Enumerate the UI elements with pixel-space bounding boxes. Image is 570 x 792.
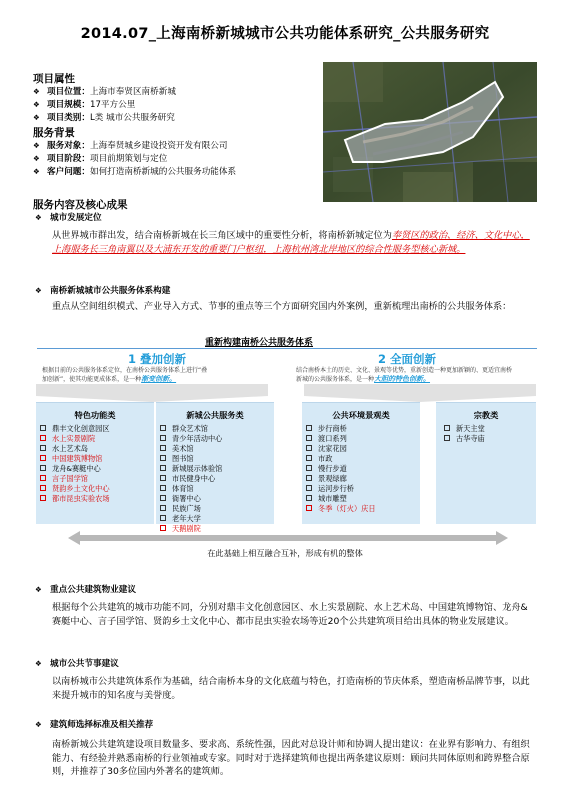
list-item-label: 群众艺术馆 [172, 424, 208, 433]
box-religion [436, 402, 536, 524]
diagram-title: 重新构建南桥公共服务体系 [205, 338, 314, 348]
list-item-label: 老年大学 [172, 514, 201, 523]
diamond-bullet-icon: ❖ [35, 286, 42, 295]
inno1-desc: 根据目前的公共服务体系定位，在南桥公共服务体系上进行“叠 加创新”，使其功能更成体系，是一种渐变创新。 [42, 367, 208, 383]
list-item [444, 434, 536, 444]
diamond-bullet-icon: ❖ [35, 585, 42, 594]
checkbox-icon [306, 505, 312, 511]
diamond-bullet-icon: ❖ [33, 87, 40, 96]
list-item-label: 渡口系列 [318, 434, 347, 443]
box-title: 新城公共服务类 [186, 410, 244, 420]
checkbox-icon [160, 485, 166, 491]
satellite-map-image [323, 62, 537, 202]
list-item-label: 新城展示体验馆 [172, 464, 223, 473]
checkbox-icon [160, 455, 166, 461]
s2-heading: ❖ 南桥新城城市公共服务体系构建 [35, 286, 171, 296]
list-item [40, 494, 154, 504]
diagram-divider [37, 348, 537, 349]
list-item [160, 424, 274, 434]
checkbox-icon [306, 435, 312, 441]
content-heading: 服务内容及核心成果 [33, 199, 128, 211]
list-item-label: 天鹅剧院 [172, 524, 201, 533]
checkbox-icon [306, 495, 312, 501]
checkbox-icon [40, 435, 46, 441]
checkbox-icon [160, 505, 166, 511]
list-item-label: 民族广场 [172, 504, 201, 513]
checkbox-icon [40, 445, 46, 451]
inno2-label: 2 全面创新 [378, 352, 437, 366]
s4-text: 以南桥城市公共建筑体系作为基础，结合南桥本身的文化底蕴与特色，打造南桥的节庆体系，塑造南桥品牌节事，以此来提升城市的知名度与美誉度。 [52, 676, 530, 701]
s5-text: 南桥新城公共建筑建设项目数量多、要求高、系统性强，因此对总设计师和协调人提出建议：在业界有影响力、有组织能力、有经验并熟悉南桥的行业领袖或专家。同时对于选择建筑师也提出两条建议原则：顾问共同体原则和跨界整合原则，并推荐了30多位国内外著名的建筑师。 [52, 739, 530, 777]
list-item-label: 图书馆 [172, 454, 194, 463]
list-item-label: 衙署中心 [172, 494, 201, 503]
list-item [306, 494, 420, 504]
diagram-caption: 在此基础上相互融合互补，形成有机的整体 [207, 548, 363, 558]
checkbox-icon [40, 495, 46, 501]
diamond-bullet-icon: ❖ [33, 113, 40, 122]
checkbox-icon [160, 435, 166, 441]
checkbox-icon [444, 435, 450, 441]
satellite-map-graphic [323, 62, 537, 202]
checkbox-icon [160, 445, 166, 451]
list-item-label: 沈家花园 [318, 444, 347, 453]
diamond-bullet-icon: ❖ [33, 141, 40, 150]
checkbox-icon [444, 425, 450, 431]
checkbox-icon [306, 455, 312, 461]
list-item-label: 慢行步道 [318, 464, 347, 473]
list-item-label: 贤韵乡土文化中心 [52, 484, 110, 493]
list-item [306, 454, 420, 464]
list-item [160, 454, 274, 464]
checkbox-icon [40, 475, 46, 481]
list-item-label: 中国建筑博物馆 [52, 454, 103, 463]
list-item [306, 484, 420, 494]
list-item-label: 新天主堂 [456, 424, 485, 433]
list-item-label: 市政 [318, 454, 333, 463]
list-item [40, 424, 154, 434]
diamond-bullet-icon: ❖ [33, 100, 40, 109]
list-item [40, 474, 154, 484]
prop-row-category: ❖ 项目类别：L类 城市公共服务研究 [33, 113, 175, 123]
checkbox-icon [160, 465, 166, 471]
list-item-label: 水上实景剧院 [52, 434, 96, 443]
s5-heading: ❖ 建筑师选择标准及相关推荐 [35, 720, 154, 730]
service-bg-heading: 服务背景 [33, 127, 75, 139]
diamond-bullet-icon: ❖ [35, 659, 42, 668]
list-item [444, 424, 536, 434]
checkbox-icon [306, 465, 312, 471]
checkbox-icon [160, 425, 166, 431]
list-item [160, 444, 274, 454]
list-item [160, 514, 274, 524]
s2-text: 重点从空间组织模式、产业导入方式、节事的重点等三个方面研究国内外案例，重新梳理出南桥的公共服务体系： [52, 301, 512, 312]
box-title: 特色功能类 [74, 410, 116, 420]
list-item [306, 504, 420, 514]
checkbox-icon [40, 455, 46, 461]
checkbox-icon [306, 445, 312, 451]
list-item [40, 434, 154, 444]
checkbox-icon [40, 465, 46, 471]
list-item-label: 步行商桥 [318, 424, 347, 433]
list-item-label: 鼎丰文化创意园区 [52, 424, 110, 433]
list-item [160, 474, 274, 484]
list-item-label: 都市昆虫实验农场 [52, 494, 110, 503]
box-title: 公共环境景观类 [332, 410, 390, 420]
s1-text: 从世界城市群出发，结合南桥新城在长三角区域中的重要性分析，将南桥新城定位为奉贤区的政治、经济、文化中心，上海服务长三角南翼以及大浦东开发的重要门户枢纽，上海杭州湾北岸地区的综合性服务型核心新城。 [52, 230, 530, 255]
s4-heading: ❖ 城市公共节事建议 [35, 659, 119, 669]
checkbox-icon [40, 485, 46, 491]
checkbox-icon [306, 425, 312, 431]
list-item-label: 运河步行桥 [318, 484, 354, 493]
checkbox-icon [40, 425, 46, 431]
list-item-label: 水上艺术岛 [52, 444, 88, 453]
list-item [160, 504, 274, 514]
list-item-label: 冬季（灯火）庆日 [318, 504, 376, 513]
inno2-desc: 结合南桥本土的历史、文化、景观等优势，重新创造一种更加新颖的、更适宜南桥 新城的公共服务体系，是一种大胆的特色创新。 [296, 367, 513, 383]
inno1-label: 1 叠加创新 [128, 352, 187, 366]
box-environment [302, 402, 420, 524]
checkbox-icon [160, 475, 166, 481]
list-item-label: 青少年活动中心 [172, 434, 223, 443]
prop-row-location: ❖ 项目位置：上海市奉贤区南桥新城 [33, 87, 176, 97]
list-item [160, 494, 274, 504]
list-item [306, 474, 420, 484]
checkbox-icon [160, 495, 166, 501]
checkbox-icon [306, 485, 312, 491]
bg-row-stage: ❖ 项目阶段：项目前期策划与定位 [33, 154, 168, 164]
bg-row-client: ❖ 服务对象：上海奉贤城乡建设投资开发有限公司 [33, 141, 228, 151]
list-item [306, 424, 420, 434]
list-item [160, 434, 274, 444]
arrow-bands [36, 384, 536, 404]
s3-text: 根据每个公共建筑的城市功能不同，分别对鼎丰文化创意园区、水上实景剧院、水上艺术岛、中国建筑博物馆、龙舟&赛艇中心、言子国学馆、贤韵乡土文化中心、都市昆虫实验农场等近20个公共建筑项目给出具体的物业发展建议。 [52, 602, 528, 627]
prop-row-scale: ❖ 项目规模：17平方公里 [33, 100, 136, 110]
list-item-label: 体育馆 [172, 484, 194, 493]
list-item-label: 美术馆 [172, 444, 194, 453]
project-props-heading: 项目属性 [33, 73, 75, 85]
diamond-bullet-icon: ❖ [35, 213, 42, 222]
list-item-label: 古华寺庙 [456, 434, 485, 443]
list-item-label: 言子国学馆 [52, 474, 88, 483]
list-item-label: 景观绿廊 [318, 474, 347, 483]
box-title: 宗教类 [473, 410, 499, 420]
list-item-label: 市民健身中心 [172, 474, 216, 483]
diamond-bullet-icon: ❖ [33, 154, 40, 163]
list-item-label: 城市雕塑 [318, 494, 347, 503]
diamond-bullet-icon: ❖ [35, 720, 42, 729]
list-item [306, 434, 420, 444]
bg-row-problem: ❖ 客户问题：如何打造南桥新城的公共服务功能体系 [33, 167, 237, 177]
s1-heading: ❖ 城市发展定位 [35, 213, 102, 223]
double-arrow-icon [68, 531, 508, 545]
checkbox-icon [306, 475, 312, 481]
list-item [160, 484, 274, 494]
diamond-bullet-icon: ❖ [33, 167, 40, 176]
s3-heading: ❖ 重点公共建筑物业建议 [35, 585, 136, 595]
box-feature-functions [36, 402, 154, 524]
list-item [40, 444, 154, 454]
list-item [40, 464, 154, 474]
list-item-label: 龙舟&赛艇中心 [52, 464, 101, 473]
list-item [40, 484, 154, 494]
page-title: 2014.07_上海南桥新城城市公共功能体系研究_公共服务研究 [80, 26, 490, 42]
list-item [160, 464, 274, 474]
list-item [306, 444, 420, 454]
checkbox-icon [160, 515, 166, 521]
list-item [306, 464, 420, 474]
box-public-service [156, 402, 274, 533]
list-item [40, 454, 154, 464]
